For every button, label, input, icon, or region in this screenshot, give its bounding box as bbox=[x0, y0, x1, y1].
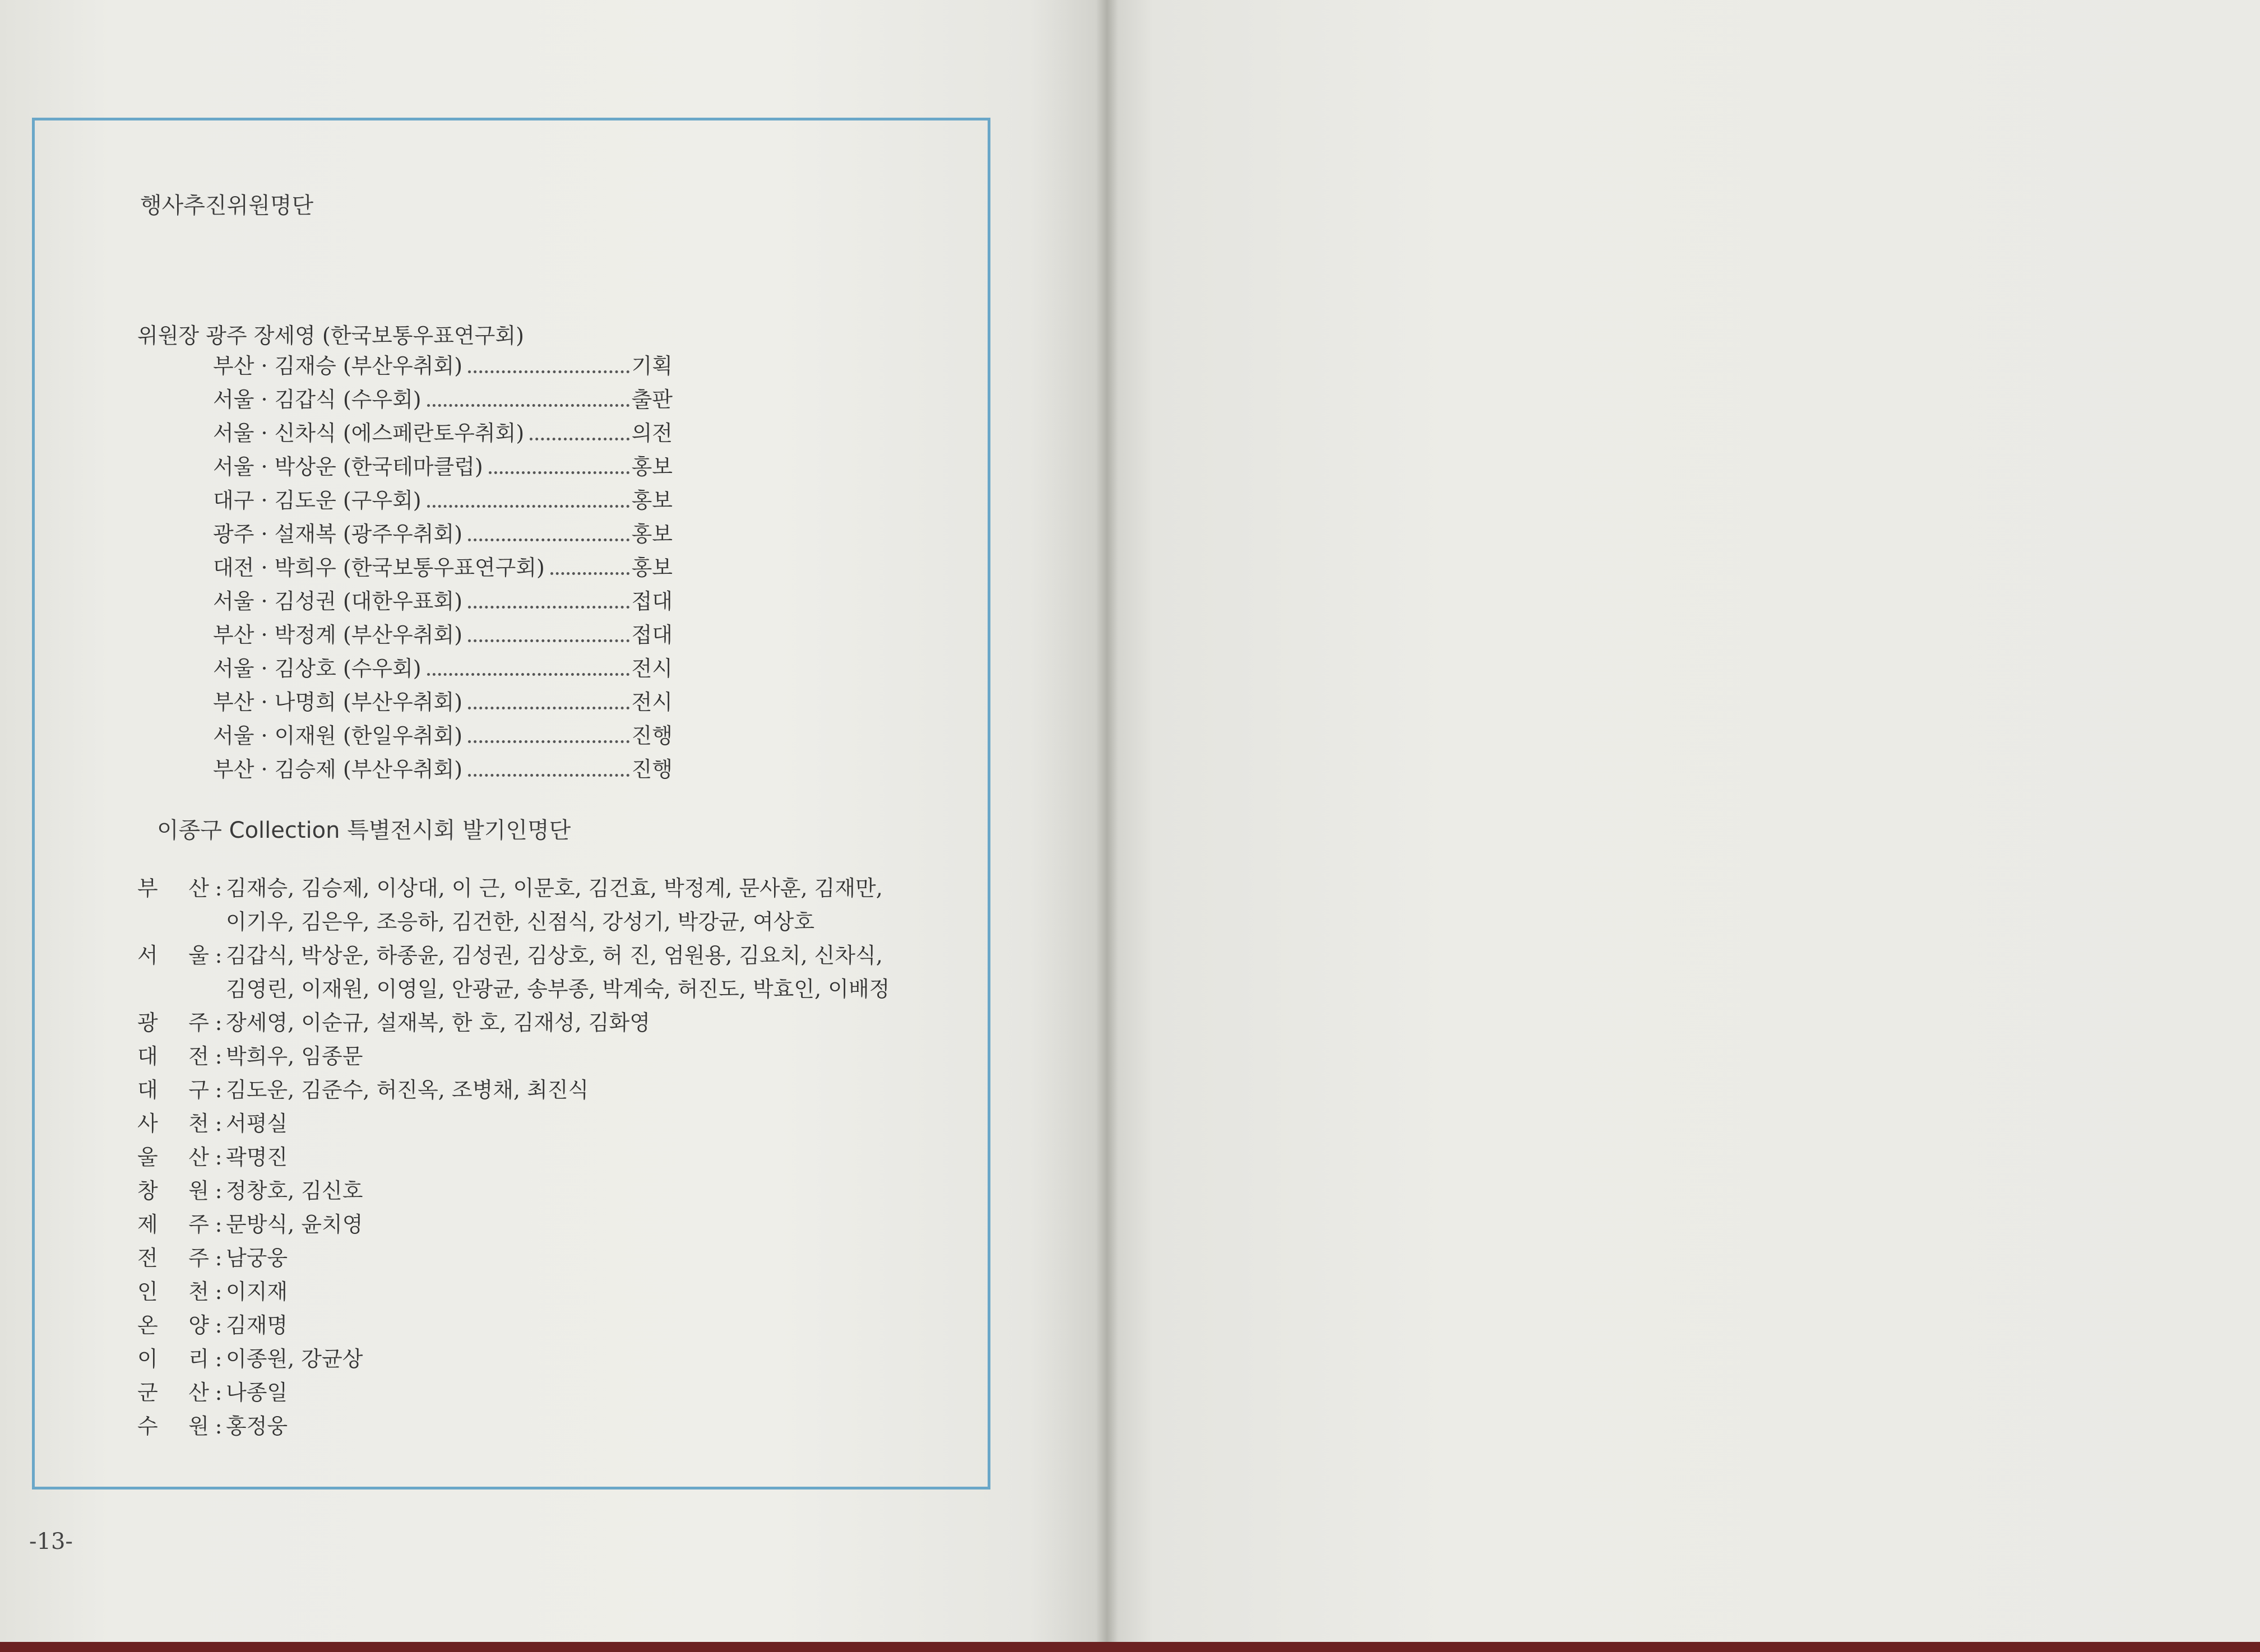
city-colon: : bbox=[215, 943, 223, 968]
committee-title: 행사추진위원명단 bbox=[140, 193, 314, 219]
member-role: 의전 bbox=[631, 421, 673, 446]
city-founder-names: 이지재 bbox=[226, 1279, 288, 1304]
city-row bbox=[137, 1241, 967, 1275]
city-colon: : bbox=[215, 1414, 223, 1438]
city-colon: : bbox=[215, 1178, 223, 1203]
city-colon: : bbox=[215, 1212, 223, 1237]
city-founder-names: 정창호, 김신호 bbox=[226, 1178, 363, 1203]
committee-member-row bbox=[213, 752, 673, 786]
city-founder-names: 홍정웅 bbox=[226, 1414, 288, 1438]
binding-gutter bbox=[1096, 0, 1118, 1652]
city-colon: : bbox=[215, 1347, 223, 1371]
committee-member-row bbox=[213, 517, 673, 550]
founders-title: 이종구 Collection 특별전시회 발기인명단 bbox=[157, 818, 571, 843]
city-label bbox=[137, 1073, 211, 1107]
city-char-1: 창 bbox=[137, 1178, 158, 1203]
committee-member-row bbox=[213, 483, 673, 517]
city-char-2: 산 bbox=[188, 1380, 209, 1405]
city-founder-names: 김재명 bbox=[226, 1313, 288, 1338]
city-char-1: 이 bbox=[137, 1347, 158, 1371]
city-char-2: 주 bbox=[188, 1010, 209, 1035]
leader-dots bbox=[427, 673, 629, 676]
city-char-2: 천 bbox=[188, 1111, 209, 1136]
city-char-1: 수 bbox=[137, 1414, 158, 1438]
city-colon: : bbox=[215, 1145, 223, 1170]
city-row bbox=[137, 1140, 967, 1174]
city-label bbox=[137, 1140, 211, 1174]
city-char-2: 전 bbox=[188, 1044, 209, 1069]
member-role: 진행 bbox=[631, 723, 673, 748]
city-colon: : bbox=[215, 1111, 223, 1136]
city-founder-names: 박희우, 임종문 bbox=[226, 1044, 363, 1069]
member-name: 서울 · 박상운 (한국테마클럽) bbox=[213, 454, 483, 479]
member-role: 접대 bbox=[631, 589, 673, 614]
committee-member-row bbox=[213, 718, 673, 752]
city-label bbox=[137, 1308, 211, 1342]
member-role: 홍보 bbox=[631, 522, 673, 546]
member-name: 서울 · 김갑식 (수우회) bbox=[213, 387, 422, 412]
member-name: 부산 · 김승제 (부산우취회) bbox=[213, 757, 463, 782]
city-row bbox=[137, 1073, 967, 1107]
page-number: -13- bbox=[29, 1529, 73, 1554]
city-row bbox=[137, 939, 967, 1006]
city-char-1: 인 bbox=[137, 1279, 158, 1304]
city-char-1: 울 bbox=[137, 1145, 158, 1170]
city-founder-names: 장세영, 이순규, 설재복, 한 호, 김재성, 김화영 bbox=[226, 1010, 650, 1035]
city-char-1: 제 bbox=[137, 1212, 158, 1237]
city-char-1: 대 bbox=[137, 1078, 158, 1102]
member-role: 전시 bbox=[631, 656, 673, 681]
city-label bbox=[137, 1241, 211, 1275]
city-row bbox=[137, 1107, 967, 1140]
city-char-1: 서 bbox=[137, 943, 158, 968]
city-label bbox=[137, 1208, 211, 1241]
committee-member-row bbox=[213, 584, 673, 618]
leader-dots bbox=[427, 404, 629, 407]
leader-dots bbox=[530, 438, 629, 440]
city-row bbox=[137, 1376, 967, 1409]
city-char-2: 산 bbox=[188, 876, 209, 901]
city-colon: : bbox=[215, 1313, 223, 1338]
city-char-2: 리 bbox=[188, 1347, 209, 1371]
city-colon: : bbox=[215, 1078, 223, 1102]
committee-member-list bbox=[213, 349, 673, 786]
city-row bbox=[137, 1308, 967, 1342]
city-row bbox=[137, 1409, 967, 1443]
city-colon: : bbox=[215, 1246, 223, 1270]
city-label bbox=[137, 1174, 211, 1208]
city-founder-names: 곽명진 bbox=[226, 1145, 288, 1170]
city-founder-names: 나종일 bbox=[226, 1380, 288, 1405]
city-colon: : bbox=[215, 1010, 223, 1035]
member-role: 출판 bbox=[631, 387, 673, 412]
city-row bbox=[137, 1275, 967, 1308]
member-name: 대구 · 김도운 (구우회) bbox=[213, 488, 422, 513]
committee-member-row bbox=[213, 651, 673, 685]
city-char-1: 군 bbox=[137, 1380, 158, 1405]
city-row bbox=[137, 871, 967, 939]
founders-city-list bbox=[137, 871, 967, 1443]
city-char-2: 천 bbox=[188, 1279, 209, 1304]
right-page bbox=[1107, 0, 2260, 1652]
city-char-2: 양 bbox=[188, 1313, 209, 1338]
chair-line: 위원장 광주 장세영 (한국보통우표연구회) bbox=[137, 323, 524, 348]
city-char-1: 부 bbox=[137, 876, 158, 901]
committee-member-row bbox=[213, 618, 673, 651]
city-char-1: 온 bbox=[137, 1313, 158, 1338]
city-char-2: 구 bbox=[188, 1078, 209, 1102]
city-char-1: 대 bbox=[137, 1044, 158, 1069]
leader-dots bbox=[468, 606, 629, 609]
city-label bbox=[137, 1376, 211, 1409]
member-name: 서울 · 이재원 (한일우취회) bbox=[213, 723, 463, 748]
member-role: 전시 bbox=[631, 690, 673, 714]
member-name: 부산 · 나명희 (부산우취회) bbox=[213, 690, 463, 714]
city-row bbox=[137, 1040, 967, 1073]
member-name: 대전 · 박희우 (한국보통우표연구회) bbox=[213, 555, 545, 580]
city-char-2: 주 bbox=[188, 1246, 209, 1270]
committee-member-row bbox=[213, 382, 673, 416]
member-name: 광주 · 설재복 (광주우취회) bbox=[213, 522, 463, 546]
leader-dots bbox=[427, 505, 629, 508]
member-role: 홍보 bbox=[631, 555, 673, 580]
city-founder-names: 김갑식, 박상운, 하종윤, 김성권, 김상호, 허 진, 엄원용, 김요치, 신차식, 김영린, 이재원, 이영일, 안광균, 송부종, 박계숙, 허진도, 박효인, 이배정 bbox=[226, 943, 890, 1001]
leader-dots bbox=[550, 572, 629, 575]
city-row bbox=[137, 1174, 967, 1208]
member-name: 서울 · 김상호 (수우회) bbox=[213, 656, 422, 681]
member-role: 기획 bbox=[631, 354, 673, 378]
member-name: 부산 · 김재승 (부산우취회) bbox=[213, 354, 463, 378]
member-role: 홍보 bbox=[631, 454, 673, 479]
leader-dots bbox=[468, 707, 629, 709]
committee-member-row bbox=[213, 349, 673, 382]
table-surface bbox=[0, 1642, 2260, 1652]
committee-member-row bbox=[213, 449, 673, 483]
city-founder-names: 김재승, 김승제, 이상대, 이 근, 이문호, 김건효, 박정계, 문사훈, 김재만, 이기우, 김은우, 조응하, 김건한, 신점식, 강성기, 박강균, 여상호 bbox=[226, 876, 883, 934]
city-label bbox=[137, 1006, 211, 1040]
city-row bbox=[137, 1208, 967, 1241]
city-colon: : bbox=[215, 1380, 223, 1405]
city-char-2: 원 bbox=[188, 1178, 209, 1203]
city-char-1: 사 bbox=[137, 1111, 158, 1136]
committee-member-row bbox=[213, 685, 673, 718]
member-name: 서울 · 김성권 (대한우표회) bbox=[213, 589, 463, 614]
leader-dots bbox=[468, 639, 629, 642]
city-char-1: 전 bbox=[137, 1246, 158, 1270]
city-char-2: 산 bbox=[188, 1145, 209, 1170]
city-label bbox=[137, 1040, 211, 1073]
city-char-2: 주 bbox=[188, 1212, 209, 1237]
leader-dots bbox=[468, 740, 629, 743]
city-char-2: 울 bbox=[188, 943, 209, 968]
committee-member-row bbox=[213, 416, 673, 449]
member-name: 서울 · 신차식 (에스페란토우취회) bbox=[213, 421, 525, 446]
city-label bbox=[137, 871, 211, 939]
city-label bbox=[137, 1107, 211, 1140]
leader-dots bbox=[468, 774, 629, 777]
city-label bbox=[137, 1275, 211, 1308]
city-colon: : bbox=[215, 1279, 223, 1304]
member-role: 진행 bbox=[631, 757, 673, 782]
city-colon: : bbox=[215, 1044, 223, 1069]
city-colon: : bbox=[215, 876, 223, 901]
member-role: 홍보 bbox=[631, 488, 673, 513]
leader-dots bbox=[468, 539, 629, 541]
leader-dots bbox=[489, 471, 629, 474]
city-founder-names: 이종원, 강균상 bbox=[226, 1347, 363, 1371]
leader-dots bbox=[468, 370, 629, 373]
member-name: 부산 · 박정계 (부산우취회) bbox=[213, 623, 463, 647]
city-founder-names: 서평실 bbox=[226, 1111, 288, 1136]
city-label bbox=[137, 939, 211, 1006]
city-row bbox=[137, 1006, 967, 1040]
city-founder-names: 문방식, 윤치영 bbox=[226, 1212, 363, 1237]
city-char-1: 광 bbox=[137, 1010, 158, 1035]
city-char-2: 원 bbox=[188, 1414, 209, 1438]
committee-member-row bbox=[213, 550, 673, 584]
city-label bbox=[137, 1342, 211, 1376]
city-founder-names: 김도운, 김준수, 허진옥, 조병채, 최진식 bbox=[226, 1078, 589, 1102]
city-label bbox=[137, 1409, 211, 1443]
left-page bbox=[0, 0, 1107, 1642]
city-founder-names: 남궁웅 bbox=[226, 1246, 288, 1270]
member-role: 접대 bbox=[631, 623, 673, 647]
city-row bbox=[137, 1342, 967, 1376]
